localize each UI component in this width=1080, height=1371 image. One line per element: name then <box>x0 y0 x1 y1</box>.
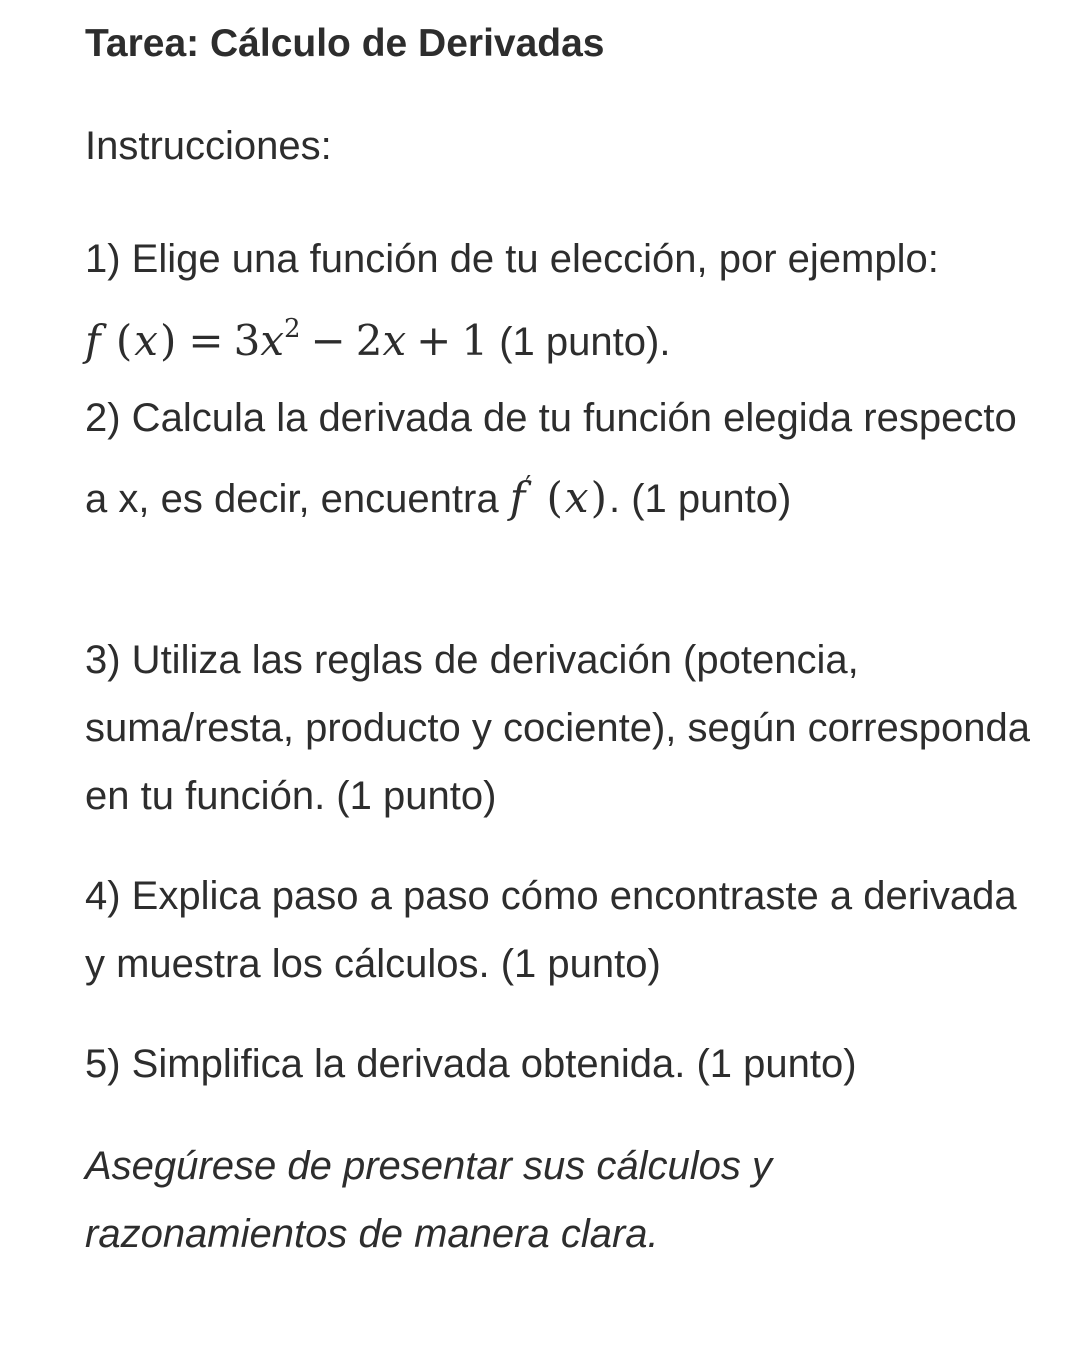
page-title: Tarea: Cálculo de Derivadas <box>85 22 605 65</box>
instruction-item-1 <box>85 224 1035 377</box>
math-equals: = <box>188 316 224 365</box>
instruction-item-2 <box>85 384 1035 533</box>
math-rparen: ) <box>590 473 607 522</box>
math-coef-3: 3 <box>233 316 261 365</box>
math-f: f <box>85 316 101 365</box>
closing-note: Asegúrese de presentar sus cálculos y razonamientos de manera clara. <box>85 1144 773 1256</box>
math-x: x <box>564 473 589 522</box>
instruction-item-4: 4) Explica paso a paso cómo encontraste a derivada y muestra los cálculos. (1 punto) <box>85 874 1017 986</box>
math-exponent: 2 <box>284 314 301 344</box>
math-f-prime: f <box>509 473 526 522</box>
math-x-linear: x <box>382 316 407 365</box>
math-rparen: ) <box>159 316 177 365</box>
item-2-suffix: . (1 punto) <box>608 477 792 521</box>
math-x: x <box>134 316 158 365</box>
instruction-item-3: 3) Utiliza las reglas de derivación (potencia, suma/resta, producto y cociente), según corresponda en tu función. (1 punto) <box>85 638 1030 818</box>
example-function-formula <box>85 316 488 365</box>
derivative-notation <box>510 473 609 522</box>
math-coef-2: 2 <box>355 316 383 365</box>
math-x-squared-base: x <box>260 316 284 365</box>
math-plus: + <box>416 316 452 365</box>
instruction-item-5: 5) Simplifica la derivada obtenida. (1 punto) <box>85 1042 857 1086</box>
item-1-text: 1) Elige una función de tu elección, por ejemplo: <box>85 237 939 281</box>
instructions-label: Instrucciones: <box>85 124 332 168</box>
math-constant: 1 <box>461 316 489 365</box>
item-2-text: 2) Calcula la derivada de tu función elegida respecto a x, es decir, encuentra <box>85 396 1017 521</box>
math-prime: ′ <box>525 471 532 501</box>
math-minus: − <box>310 316 346 365</box>
math-lparen: ( <box>546 473 563 522</box>
math-lparen: ( <box>115 316 133 365</box>
item-1-suffix: (1 punto). <box>499 320 671 364</box>
